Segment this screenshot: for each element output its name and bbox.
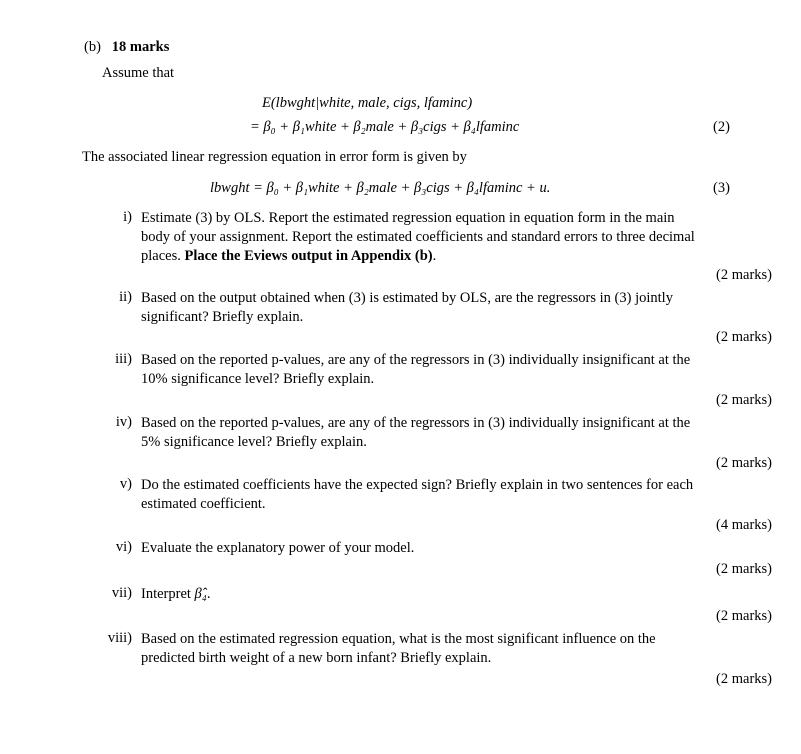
question-marks: (2 marks) xyxy=(716,608,772,624)
question-text: Based on the reported p-values, are any of the regressors in (3) individually insignificant at the 10% significance level? Briefly explain. xyxy=(141,352,691,387)
question-marks: (2 marks) xyxy=(716,392,772,408)
assume-text: Assume that xyxy=(102,65,175,81)
part-marks: 18 marks xyxy=(111,39,170,55)
question-marks: (2 marks) xyxy=(716,329,772,345)
beta-hat-4-symbol: β̂₄ xyxy=(194,586,207,602)
equation-number-2: (2) xyxy=(713,119,730,135)
question-marks: (2 marks) xyxy=(716,561,772,577)
question-text xyxy=(141,209,701,266)
question-number: vii) xyxy=(111,585,132,601)
regression-equation: lbwght = β₀ + β₁white + β₂male + β₃cigs + β₄lfaminc + u. xyxy=(210,180,551,196)
part-header xyxy=(84,39,169,56)
regression-intro: The associated linear regression equation in error form is given by xyxy=(82,149,467,165)
question-end: . xyxy=(432,248,437,264)
question-number: v) xyxy=(119,476,132,492)
question-number: viii) xyxy=(107,630,132,646)
question-marks: (2 marks) xyxy=(716,455,772,471)
question-marks: (4 marks) xyxy=(716,517,772,533)
question-text: Interpret β̂₄. xyxy=(141,586,211,602)
question-text: Based on the estimated regression equation, what is the most significant influence on the predicted birth weight of a new born infant? Briefly explain. xyxy=(141,631,656,666)
question-body: Estimate (3) by OLS. Report the estimated regression equation in equation form in the main body of your assignment. Report the estimated coefficients and standard errors to three decimal places. xyxy=(141,210,695,264)
question-marks: (2 marks) xyxy=(716,267,772,283)
question-text: Evaluate the explanatory power of your model. xyxy=(141,540,415,556)
question-number: ii) xyxy=(119,289,132,305)
expectation-lhs: E(lbwght|white, male, cigs, lfaminc) xyxy=(262,95,473,111)
question-text: Do the estimated coefficients have the expected sign? Briefly explain in two sentences for each estimated coefficient. xyxy=(141,477,694,512)
expectation-rhs: = β₀ + β₁white + β₂male + β₃cigs + β₄lfaminc xyxy=(250,119,520,135)
part-label: (b) xyxy=(84,39,101,55)
question-number: i) xyxy=(123,209,132,225)
question-text: Based on the output obtained when (3) is estimated by OLS, are the regressors in (3) jointly significant? Briefly explain. xyxy=(141,290,673,325)
question-bold-instruction: Place the Eviews output in Appendix (b) xyxy=(184,248,433,264)
question-body: Interpret xyxy=(141,586,191,602)
question-number: iii) xyxy=(115,351,132,367)
question-marks: (2 marks) xyxy=(716,671,772,687)
question-number: iv) xyxy=(115,414,132,430)
question-number: vi) xyxy=(115,539,132,555)
question-text: Based on the reported p-values, are any of the regressors in (3) individually insignificant at the 5% significance level? Briefly explain. xyxy=(141,415,691,450)
equation-number-3: (3) xyxy=(713,180,730,196)
